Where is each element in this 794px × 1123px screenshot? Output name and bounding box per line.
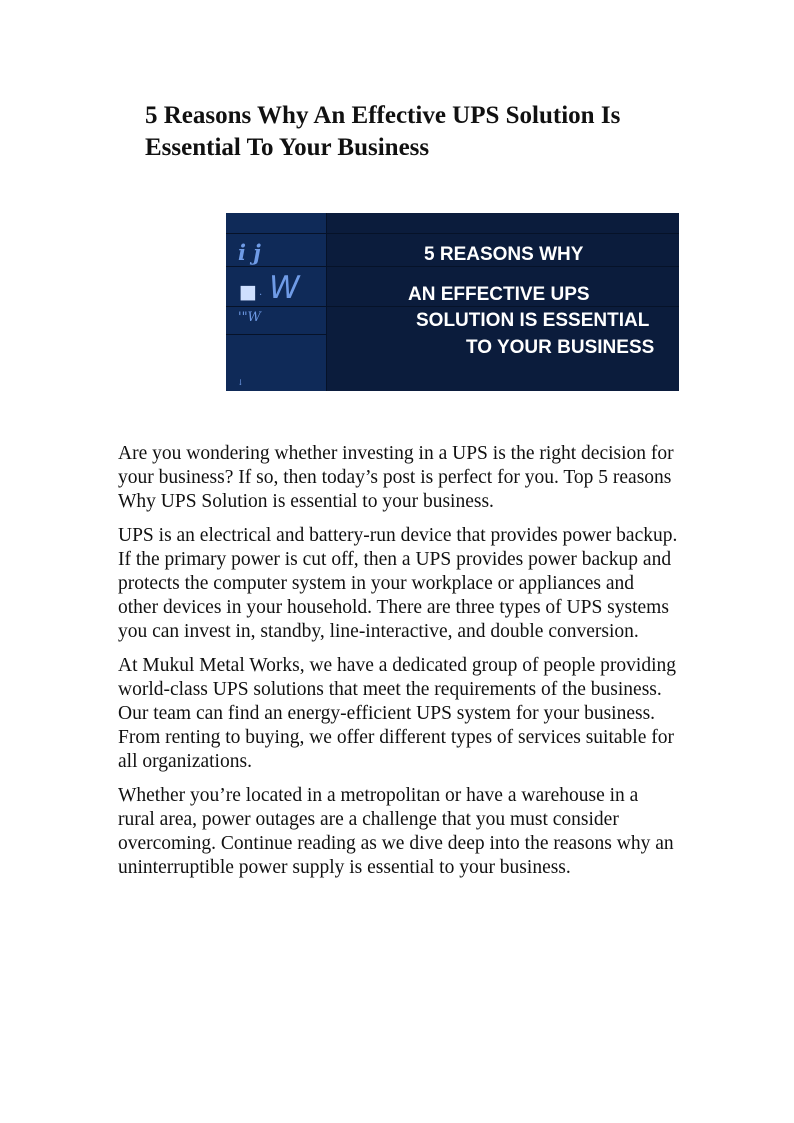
banner-rule [226, 266, 679, 267]
banner-line-4: TO YOUR BUSINESS [466, 337, 655, 358]
banner-line-3: SOLUTION IS ESSENTIAL [416, 310, 650, 331]
article-body [118, 442, 678, 889]
paragraph: At Mukul Metal Works, we have a dedicated group of people providing world-class UPS solutions that meet the requirements of the business. Our team can find an energy-efficient UPS system for your business. From renting to buying, we offer different types of services suitable for all organizations. [118, 654, 677, 773]
banner-rule [226, 334, 326, 335]
banner-glyph: '"W [238, 310, 261, 325]
article-title: 5 Reasons Why An Effective UPS Solution Is Essential To Your Business [145, 102, 621, 161]
paragraph: Whether you’re located in a metropolitan or have a warehouse in a rural area, power outages are a challenge that you must consider overcoming. Continue reading as we dive deep into the reasons why an uninterruptible power supply is essential to your business. [118, 784, 674, 879]
banner-glyph: i j [238, 240, 261, 265]
paragraph: Are you wondering whether investing in a UPS is the right decision for your business? If so, then today’s post is perfect for you. Top 5 reasons Why UPS Solution is essential to your business. [118, 443, 674, 513]
banner-glyph: ↓ [237, 378, 244, 387]
banner-rule [226, 233, 679, 234]
paragraph: UPS is an electrical and battery-run device that provides power backup. If the primary power is cut off, then a UPS provides power backup and protects the computer system in your workplace or appliances and other devices in your household. There are three types of UPS systems you can invest in, standby, line-interactive, and double conversion. [118, 524, 678, 643]
banner-line-1: 5 REASONS WHY [424, 244, 584, 265]
banner-rule [226, 306, 679, 307]
square-bullet-icon: ■ [239, 281, 257, 303]
banner-glyph: W [269, 270, 300, 306]
banner-line-2: AN EFFECTIVE UPS [408, 284, 590, 305]
article-banner-image [226, 213, 679, 391]
banner-divider [326, 213, 327, 391]
banner-glyph: . [259, 287, 263, 298]
